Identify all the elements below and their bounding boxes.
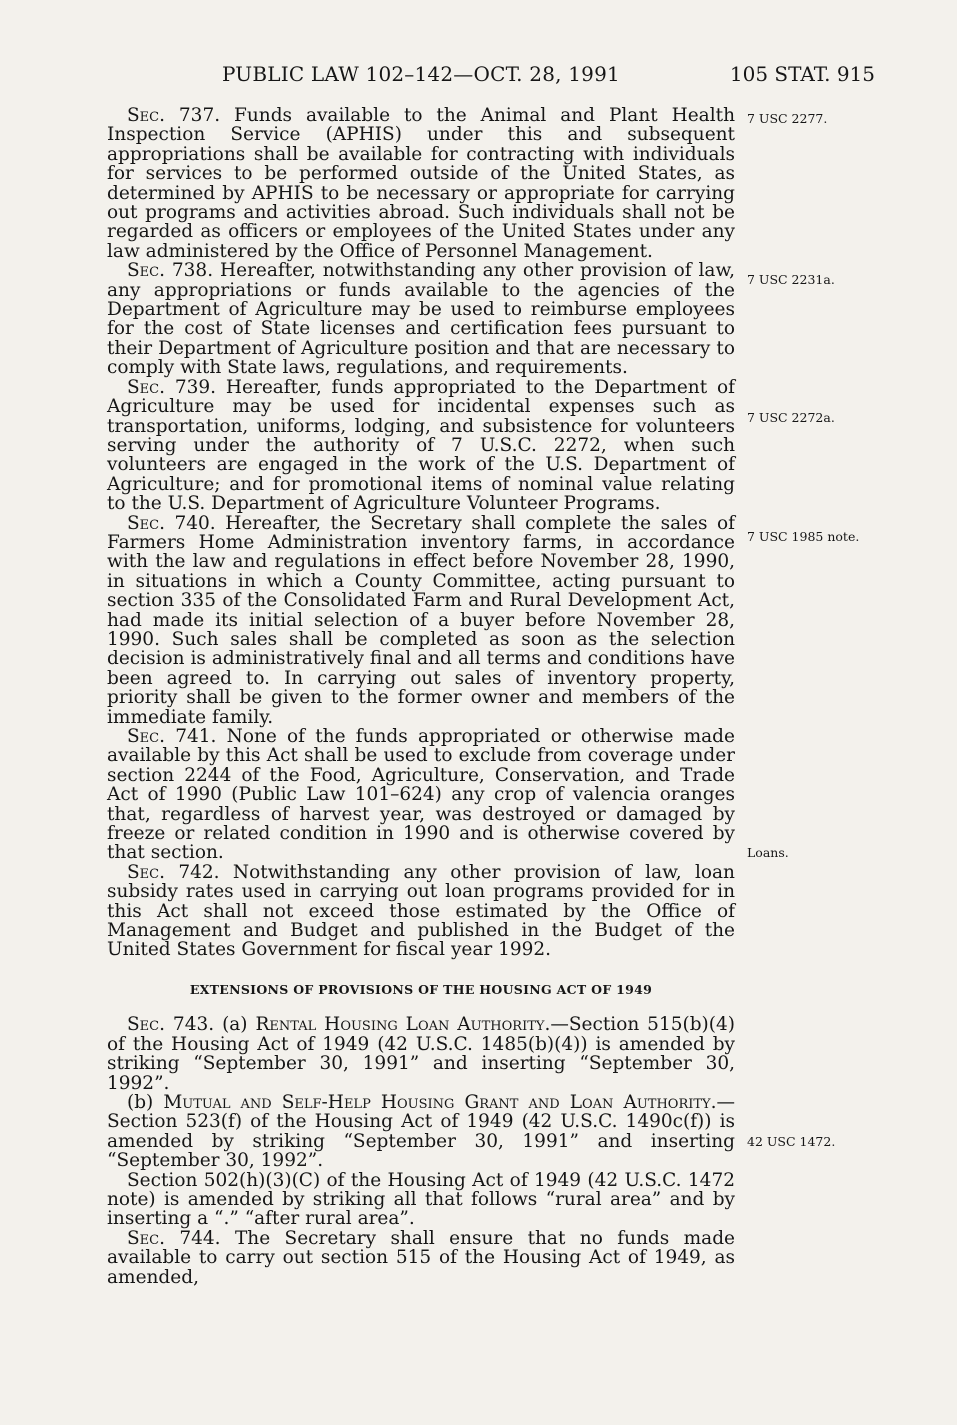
section-743-c	[107, 1171, 735, 1229]
section-label: Sec. 742.	[127, 861, 220, 883]
section-heading: EXTENSIONS OF PROVISIONS OF THE HOUSING ACT OF 1949	[189, 981, 653, 997]
section-741	[107, 727, 735, 863]
section-text: —Section 523(f) of the Housing Act of 1949 (42 U.S.C. 1490c(f)) is amended by striking “September 30, 1991” and inserting “September 30, 1992”.	[107, 1091, 735, 1172]
margin-citation-739: 7 USC 2272a.	[747, 410, 835, 425]
subsection-caption: Rental Housing Loan Authority.	[255, 1014, 551, 1036]
subsection-marker: (a)	[222, 1014, 248, 1036]
section-text: Hereafter, notwithstanding any other provision of law, any appropriations or funds available to the agencies of the Department of Agriculture may be used to reimburse employees for the cost of State licenses and certification fees pursuant to their Department of Agriculture position and that are necessary to comply with State laws, regulations, and requirements.	[107, 260, 735, 379]
section-text: Section 502(h)(3)(C) of the Housing Act of 1949 (42 U.S.C. 1472 note) is amended by striking all that follows “rural area” and by inserting a “.” “after rural area”.	[107, 1169, 735, 1230]
section-739	[107, 378, 735, 514]
margin-citation-740: 7 USC 1985 note.	[747, 529, 860, 544]
margin-citation-737: 7 USC 2277.	[747, 111, 828, 126]
section-text: Notwithstanding any other provision of law, loan subsidy rates used in carrying out loan programs provided for in this Act shall not exceed those estimated by the Office of Management and Budget and published in the Budget of the United States Government for fiscal year 1992.	[107, 861, 735, 961]
section-738	[107, 261, 735, 377]
subsection-caption: Mutual and Self-Help Housing Grant and Loan Authority.	[163, 1091, 717, 1113]
section-label: Sec. 740.	[127, 512, 216, 534]
section-label: Sec. 738.	[127, 260, 214, 282]
section-label: Sec. 743.	[127, 1014, 215, 1036]
margin-citation-738: 7 USC 2231a.	[747, 272, 835, 287]
margin-citation-743: 42 USC 1472.	[747, 1134, 836, 1149]
running-header-title: PUBLIC LAW 102–142—OCT. 28, 1991	[222, 62, 620, 86]
page-stat-number: 105 STAT. 915	[729, 62, 875, 86]
section-text: Hereafter, the Secretary shall complete the sales of Farmers Home Administration inventory farms, in accordance with the law and regulations in effect before November 28, 1990, in situations in which a County Committee, acting pursuant to section 335 of the Consolidated Farm and Rural Development Act, had made its initial selection of a buyer before November 28, 1990. Such sales shall be completed as soon as the selection decision is administratively final and all terms and conditions have been agreed to. In carrying out sales of inventory property, priority shall be given to the former owner and members of the immediate family.	[107, 512, 735, 728]
section-740	[107, 514, 735, 727]
section-label: Sec. 739.	[127, 376, 217, 398]
section-737	[107, 106, 735, 261]
document-body	[107, 106, 735, 1287]
section-text: —Section 515(b)(4) of the Housing Act of 1949 (42 U.S.C. 1485(b)(4)) is amended by striking “September 30, 1991” and inserting “September 30, 1992”.	[107, 1014, 735, 1094]
section-text: None of the funds appropriated or otherwise made available by this Act shall be used to exclude from coverage under section 2244 of the Food, Agriculture, Conservation, and Trade Act of 1990 (Public Law 101–624) any crop of valencia oranges that, regardless of harvest year, was destroyed or damaged by freeze or related condition in 1990 and is otherwise covered by that section.	[107, 726, 735, 864]
section-text: Funds available to the Animal and Plant Health Inspection Service (APHIS) under this and subsequent appropriations shall be available for contracting with individuals for services to be performed outside of the United States, as determined by APHIS to be necessary or appropriate for carrying out programs and activities abroad. Such individuals shall not be regarded as officers or employees of the United States under any law administered by the Office of Personnel Management.	[107, 105, 735, 262]
section-text: The Secretary shall ensure that no funds made available to carry out section 515 of the Housing Act of 1949, as amended,	[107, 1227, 735, 1288]
section-label: Sec. 737.	[127, 105, 221, 126]
section-743-b	[107, 1093, 735, 1171]
section-text: Hereafter, funds appropriated to the Department of Agriculture may be used for incidental expenses such as transportation, uniforms, lodging, and subsistence for volunteers serving under the authority of 7 U.S.C. 2272, when such volunteers are engaged in the work of the U.S. Department of Agriculture; and for promotional items of nominal value relating to the U.S. Department of Agriculture Volunteer Programs.	[107, 376, 735, 515]
section-743-a	[107, 1015, 735, 1093]
section-label: Sec. 744.	[127, 1227, 221, 1249]
section-label: Sec. 741.	[127, 726, 217, 747]
section-744	[107, 1229, 735, 1287]
margin-note-loans: Loans.	[747, 845, 789, 860]
subsection-marker: (b)	[127, 1091, 154, 1113]
section-742	[107, 863, 735, 960]
